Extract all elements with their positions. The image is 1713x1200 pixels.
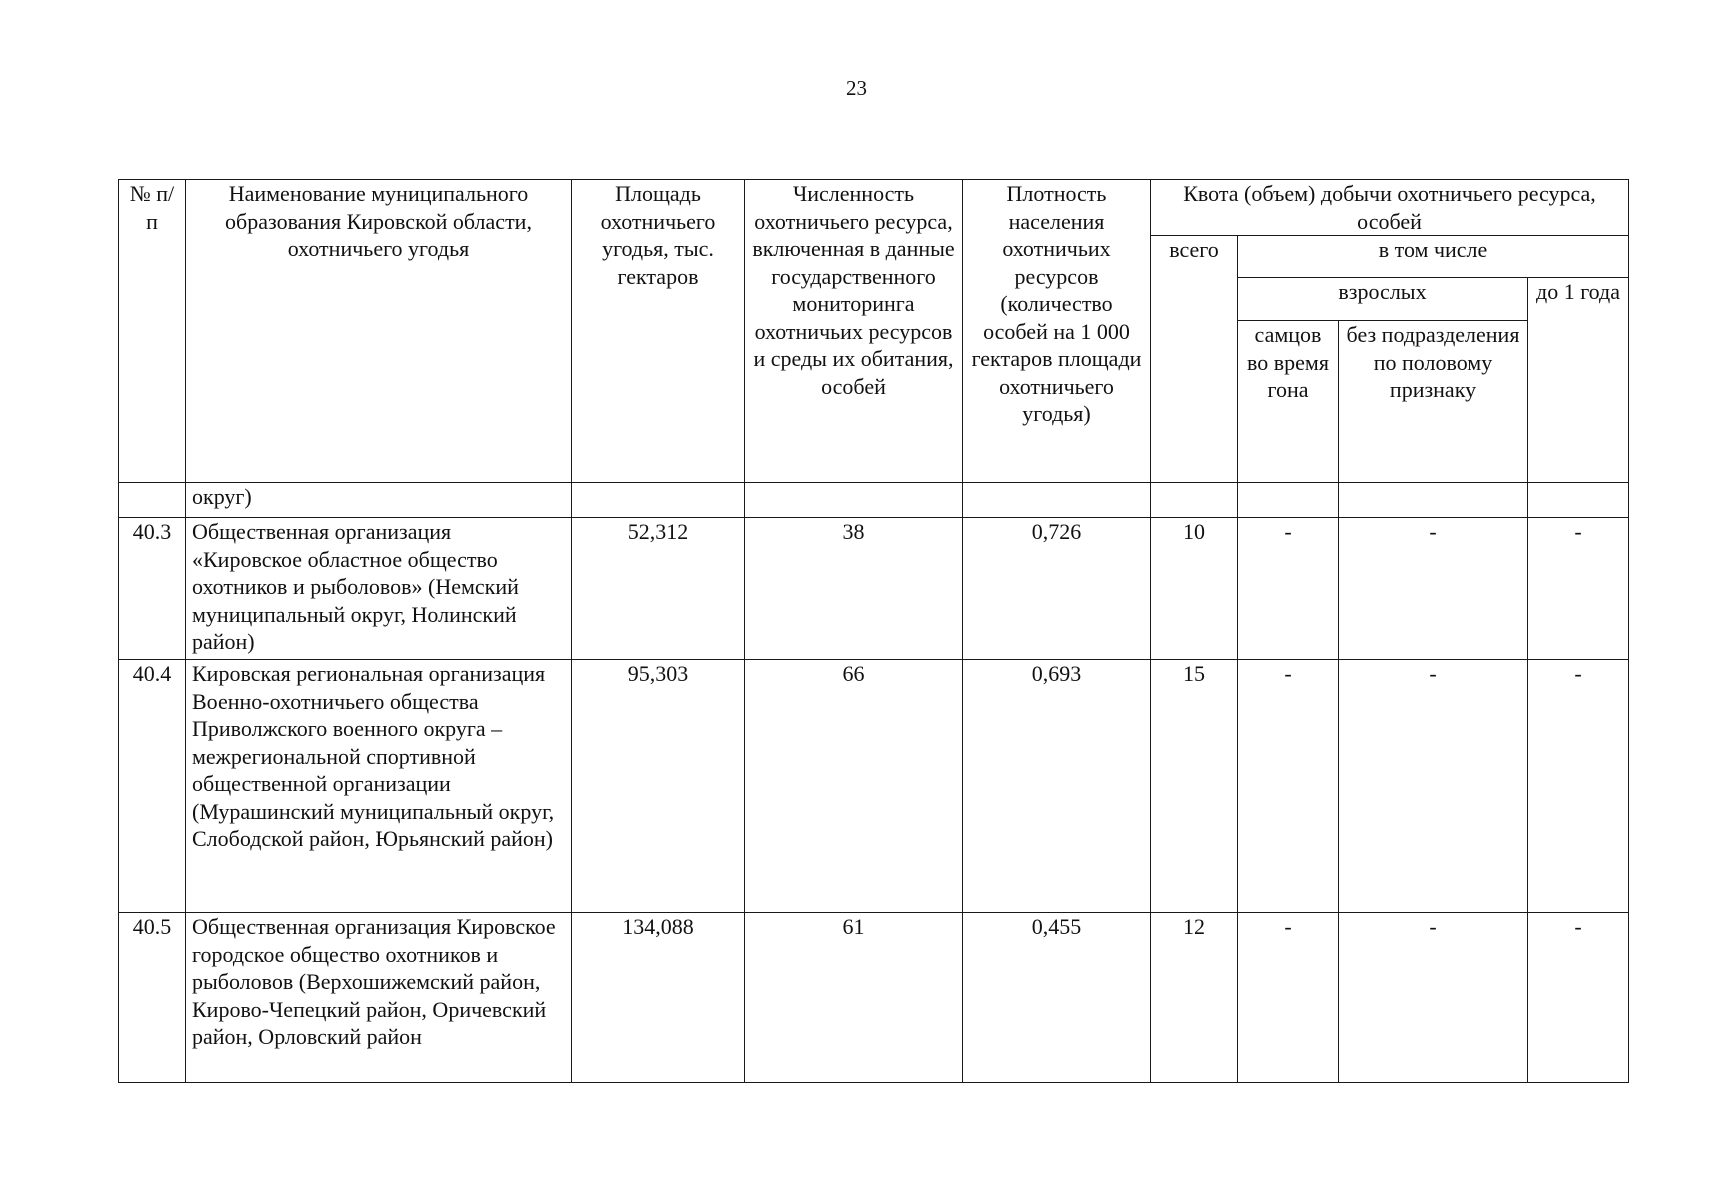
header-including: в том числе <box>1238 236 1629 278</box>
cell-total: 12 <box>1151 913 1238 1083</box>
cell-num: 40.3 <box>119 518 186 660</box>
cell-no-sex-division: - <box>1339 913 1528 1083</box>
cell-population: 38 <box>745 518 963 660</box>
header-under-one: до 1 года <box>1528 278 1629 483</box>
cell-total <box>1151 483 1238 518</box>
cell-no-sex-division: - <box>1339 660 1528 913</box>
cell-males-rut: - <box>1238 660 1339 913</box>
cell-area: 134,088 <box>572 913 745 1083</box>
cell-population <box>745 483 963 518</box>
header-row-1 <box>119 180 1629 236</box>
cell-num <box>119 483 186 518</box>
cell-num: 40.5 <box>119 913 186 1083</box>
cell-total: 15 <box>1151 660 1238 913</box>
header-males-rut: самцов во время гона <box>1238 321 1339 483</box>
cell-density <box>963 483 1151 518</box>
cell-area <box>572 483 745 518</box>
cell-total: 10 <box>1151 518 1238 660</box>
cell-under-one <box>1528 483 1629 518</box>
cell-no-sex-division <box>1339 483 1528 518</box>
cell-density: 0,693 <box>963 660 1151 913</box>
cell-males-rut: - <box>1238 913 1339 1083</box>
header-area: Площадь охотничьего угодья, тыс. гектаров <box>572 180 745 483</box>
table-row <box>119 913 1629 1083</box>
cell-density: 0,455 <box>963 913 1151 1083</box>
table-row <box>119 518 1629 660</box>
cell-area: 52,312 <box>572 518 745 660</box>
cell-population: 66 <box>745 660 963 913</box>
header-adults: взрослых <box>1238 278 1528 321</box>
table-row-continuation <box>119 483 1629 518</box>
header-total: всего <box>1151 236 1238 483</box>
cell-under-one: - <box>1528 913 1629 1083</box>
cell-males-rut: - <box>1238 518 1339 660</box>
page-number: 23 <box>846 76 867 100</box>
cell-density: 0,726 <box>963 518 1151 660</box>
cell-no-sex-division: - <box>1339 518 1528 660</box>
header-no-sex-division: без подразделения по половому признаку <box>1339 321 1528 483</box>
cell-name: Общественная организация Кировское городское общество охотников и рыболовов (Верхошижемский район, Кирово-Чепецкий район, Оричевский район, Орловский район <box>186 913 572 1083</box>
cell-name: Общественная организация «Кировское областное общество охотников и рыболовов» (Немский муниципальный округ, Нолинский район) <box>186 518 572 660</box>
header-density: Плотность населения охотничьих ресурсов (количество особей на 1 000 гектаров площади охотничьего угодья) <box>963 180 1151 483</box>
cell-name: Кировская региональная организация Военно-охотничьего общества Приволжского военного округа – межрегиональной спортивной общественной организации (Мурашинский муниципальный округ, Слободской район, Юрьянский район) <box>186 660 572 913</box>
cell-population: 61 <box>745 913 963 1083</box>
header-num: № п/п <box>119 180 186 483</box>
header-name: Наименование муниципального образования Кировской области, охотничьего угодья <box>186 180 572 483</box>
header-population: Численность охотничьего ресурса, включенная в данные государственного мониторинга охотничьих ресурсов и среды их обитания, особей <box>745 180 963 483</box>
cell-num: 40.4 <box>119 660 186 913</box>
cell-males-rut <box>1238 483 1339 518</box>
quota-table <box>118 179 1629 1083</box>
table-row <box>119 660 1629 913</box>
cell-name: округ) <box>186 483 572 518</box>
cell-area: 95,303 <box>572 660 745 913</box>
header-quota: Квота (объем) добычи охотничьего ресурса, особей <box>1151 180 1629 236</box>
cell-under-one: - <box>1528 660 1629 913</box>
cell-under-one: - <box>1528 518 1629 660</box>
